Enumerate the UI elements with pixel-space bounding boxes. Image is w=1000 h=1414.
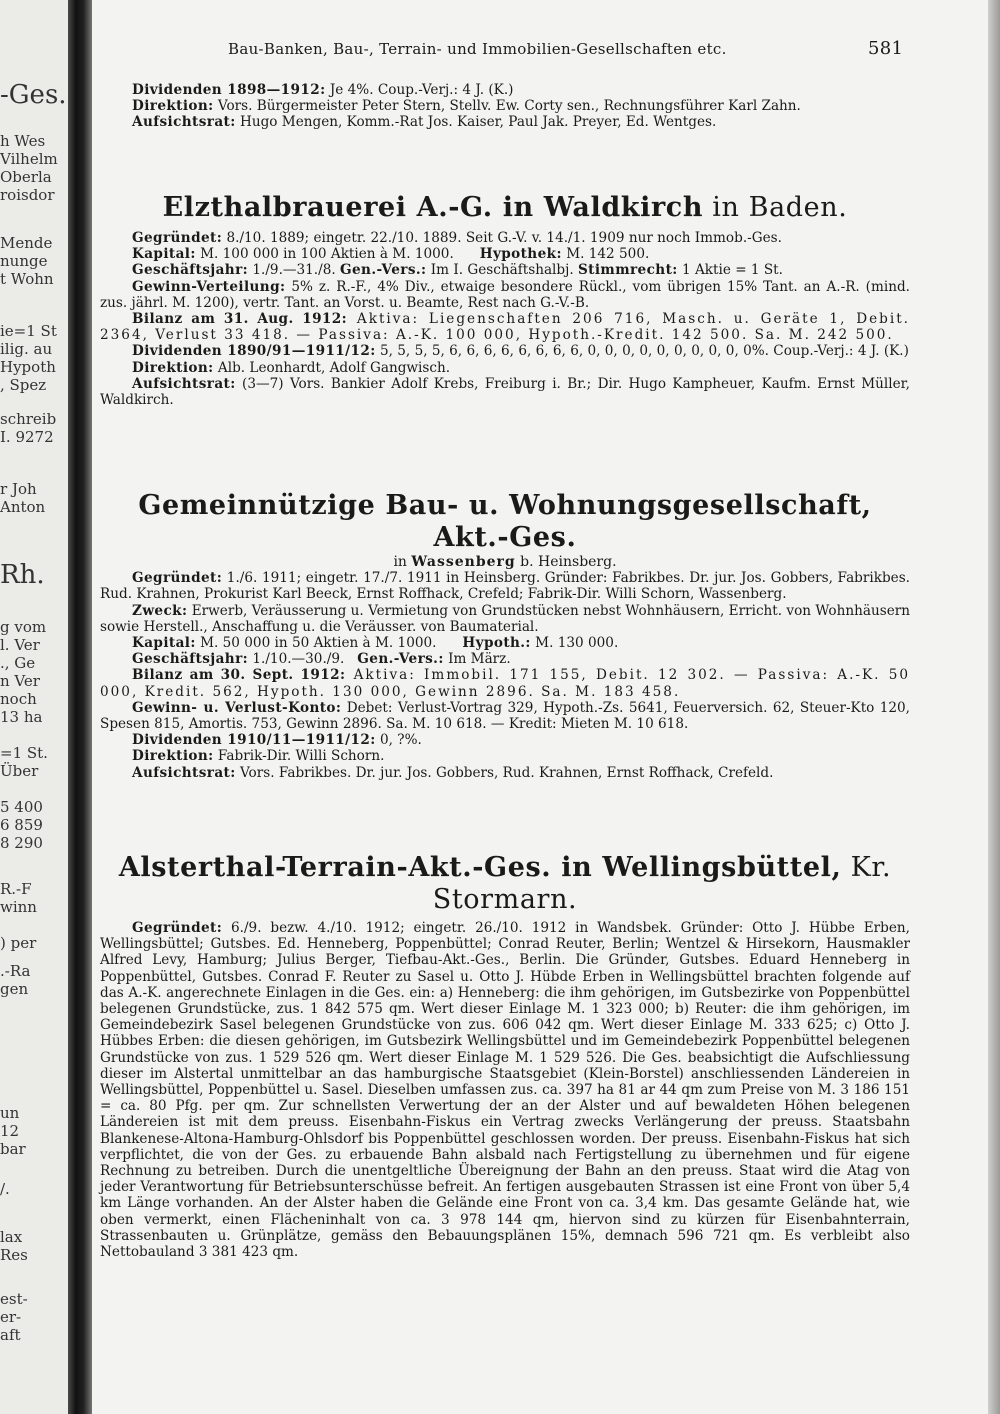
left-page-fragment: ) per (0, 934, 37, 952)
left-page-fragment: Res (0, 1246, 28, 1264)
left-page-fragment: 13 ha (0, 708, 43, 726)
direction-line: Direktion: Vors. Bürgermeister Peter Stern, Stellv. Ew. Corty sen., Rechnungsführer Karl Zahn. (132, 98, 801, 115)
supervisory-board: Aufsichtsrat: (3—7) Vors. Bankier Adolf Krebs, Freiburg i. Br.; Dir. Hugo Kampheuer, Kaufm. Ernst Müller, Waldkirch. (100, 375, 910, 409)
left-page-fragment: bar (0, 1140, 26, 1158)
left-page-fragment: g vom (0, 618, 47, 636)
left-page-fragment: ilig. au (0, 340, 53, 358)
left-page-fragment: roisdor (0, 186, 55, 204)
dividends: Dividenden 1890/91—1911/12: 5, 5, 5, 5, 6, 6, 6, 6, 6, 6, 6, 6, 0, 0, 0, 0, 0, 0, 0, 0, 0, 0%. Coup.-Verj.: 4 J. (K.) (132, 343, 909, 360)
left-page-fragment: 8 290 (0, 834, 43, 852)
left-page-fragment: un (0, 1104, 20, 1122)
left-page-fragment: l. Ver (0, 636, 40, 654)
left-page-fragment: r Joh (0, 480, 37, 498)
entry-title: Gemeinnützige Bau- u. Wohnungsgesellschaft, Akt.-Ges. (138, 490, 872, 553)
left-page-fragment: 5 400 (0, 798, 43, 816)
profit-loss-account: Gewinn- u. Verlust-Konto: Debet: Verlust-Vortrag 329, Hypoth.-Zs. 5641, Feuerversich. 62, Steuer-Kto 120, Spesen 815, Amortis. 753, Gewinn 2896. Sa. M. 10 618. — Kredit: Mieten M. 10 618. (100, 699, 910, 733)
founded-line: Gegründet: 1./6. 1911; eingetr. 17./7. 1911 in Heinsberg. Gründer: Fabrikbes. Dr. jur. Jos. Gobbers, Fabrikbes. Rud. Krahnen, Prokurist Karl Beeck, Ernst Roffhack, Crefeld; Fabrik-Dir. Willi Schorn, Wassenberg. (100, 570, 910, 603)
page (92, 0, 1000, 1414)
left-page-fragment: ., Ge (0, 654, 36, 672)
fiscal-year-line: Geschäftsjahr: 1./9.—31./8. Gen.-Vers.: Im I. Geschäftshalbj. Stimmrecht: 1 Aktie = 1 St. (132, 262, 783, 279)
left-page-fragment: lax (0, 1228, 23, 1246)
left-page-fragment: gen (0, 980, 29, 998)
left-page-fragment: -Ges. (0, 80, 67, 110)
capital-line: Kapital: M. 100 000 in 100 Aktien à M. 1000. Hypothek: M. 142 500. (132, 246, 650, 263)
founded-line: Gegründet: 8./10. 1889; eingetr. 22./10. 1889. Seit G.-V. v. 14./1. 1909 nur noch Immob.-Ges. (132, 230, 782, 246)
entry-alsterthal (100, 852, 910, 1260)
left-page-fragment: er- (0, 1308, 22, 1326)
entry-location: in Wassenberg b. Heinsberg. (393, 554, 617, 570)
left-page-fragment: h Wes (0, 132, 46, 150)
left-page-fragment: noch (0, 690, 37, 708)
running-title: Bau-Banken, Bau-, Terrain- und Immobilien-Gesellschaften etc. (228, 40, 727, 58)
left-page-fragment: Anton (0, 498, 46, 516)
left-page-fragment: Hypoth (0, 358, 56, 376)
entry-title: Alsterthal-Terrain-Akt.-Ges. in Wellingsbüttel, Kr. Stormarn. (118, 852, 892, 915)
entry-wassenberg (100, 490, 910, 781)
left-page-fragment: nunge (0, 252, 48, 270)
capital-line: Kapital: M. 50 000 in 50 Aktien à M. 1000. Hypoth.: M. 130 000. (132, 635, 619, 652)
left-page-fragment: 6 859 (0, 816, 43, 834)
left-page-fragment: t Wohn (0, 270, 54, 288)
entry-elzthalbrauerei (100, 192, 910, 408)
left-page-fragment: Oberla (0, 168, 52, 186)
direction: Direktion: Alb. Leonhardt, Adolf Gangwisch. (132, 359, 451, 376)
left-page-fragment: winn (0, 898, 37, 916)
left-page-fragment: 12 (0, 1122, 20, 1140)
left-page-fragment: I. 9272 (0, 428, 54, 446)
left-page-fragment: Mende (0, 234, 53, 252)
left-page-fragment: , Spez (0, 376, 47, 394)
left-page-fragment: /. (0, 1180, 10, 1198)
page-edge (988, 0, 1000, 1414)
left-page-fragment: Rh. (0, 560, 45, 590)
purpose-line: Zweck: Erwerb, Veräusserung u. Vermietung von Grundstücken nebst Wohnhäusern, Erricht. von Wohnhäusern sowie Herstell., Anschaffung u. die Veräusser. von Baumaterial. (100, 602, 910, 635)
profit-distribution: Gewinn-Verteilung: 5% z. R.-F., 4% Div., etwaige besondere Rückl., vom übrigen 15% Tant. an A.-R. (mind. zus. jährl. M. 1200), vertr. Tant. an Vorst. u. Beamte, Rest nach G.-V.-B. (100, 278, 910, 311)
left-page-fragment: n Ver (0, 672, 40, 690)
left-page-fragment: ie=1 St (0, 322, 57, 340)
entry-continuation (100, 82, 910, 131)
founded-paragraph: Gegründet: 6./9. bezw. 4./10. 1912; eingetr. 26./10. 1912 in Wandsbek. Gründer: Otto J. Hübbe Erben, Wellingsbüttel; Gutsbes. Ed. Henneberg, Poppenbüttel; Conrad Reuter, Berlin; Wentzel & Hirsekorn, Hausmakler Alfred Levy, Hamburg; Julius Berger, Tiefbau-Akt.-Ges., Berlin. Die Gründer, Gutsbes. Eduard Henneberg in Poppenbüttel, Gutsbes. Conrad F. Reuter zu Sasel u. Otto J. Hübde Erben in Wellingsbüttel brachten folgende auf das A.-K. angerechnete Einlagen in die Ges. ein: a) Henneberg: die ihm gehörigen, im Gutsbezirke von Poppenbüttel belegenen Grundstücke, zus. 1 842 575 qm. Wert dieser Einlage M. 1 323 000; b) Reuter: die ihm gehörigen, im Gemeindebezirk Sasel belegenen Grundstücke von zus. 606 042 qm. Wert dieser Einlage M. 333 625; c) Otto J. Hübbes Erben: die diesen gehörigen, im Gutsbezirk Wellingsbüttel und im Gemeindebezirk Poppenbüttel belegenen Grundstücke von zus. 1 529 526 qm. Wert dieser Einlage M. 1 529 526. Die Ges. beabsichtigt die Aufschliessung dieser im Alstertal unmittelbar an das hamburgische Staatsgebiet (Klein-Borstel) anschliessenden Ländereien in Wellingsbüttel, Poppenbüttel u. Sasel. Dieselben umfassen zus. ca. 397 ha 81 ar 44 qm zum Preise von M. 3 186 151 = ca. 80 Pfg. per qm. Zur schnellsten Verwertung der an der Alster und auf bewaldeten Höhen belegenen Ländereien ist mit dem preuss. Eisenbahn-Fiskus ein Vertrag zwecks Verlängerung der preuss. Staatsbahn Blankenese-Altona-Hamburg-Ohlsdorf bis Poppenbüttel geschlossen worden. Der preuss. Eisenbahn-Fiskus hat sich verpflichtet, die von der Ges. zu erbauende Bahn alsbald nach Fertigstellung zu übernehmen und für eigene Rechnung zu betreiben. Durch die unentgeltliche Übereignung der Bahn an den preuss. Staat wird die Atag von jeder Verantwortung für Betriebsunterschüsse befreit. An fertigen ausgebauten Strassen ist eine Front von über 5,4 km Länge vorhanden. An der Alster haben die Gelände eine Front von ca. 3,4 km. Das gesamte Gelände hat, wie oben vermerkt, einen Flächeninhalt von ca. 3 978 144 qm, hiervon sind zu kürzen für Eisenbahnterrain, Strassenbauten u. Grünplätze, gemäss den Bebauungsplänen 15%, demnach 596 721 qm. Es verbleibt also Nettobauland 3 381 423 qm. (100, 920, 910, 1261)
supervisory-board: Aufsichtsrat: Vors. Fabrikbes. Dr. jur. Jos. Gobbers, Rud. Krahnen, Ernst Roffhack, Crefeld. (132, 764, 774, 781)
left-page-fragment: aft (0, 1326, 21, 1344)
left-page-fragment: =1 St. (0, 744, 48, 762)
balance-sheet: Bilanz am 30. Sept. 1912: Aktiva: Immobil. 171 155, Debit. 12 302. — Passiva: A.-K. 50 000, Kredit. 562, Hypoth. 130 000, Gewinn 2896. Sa. M. 183 458. (100, 667, 910, 700)
book-gutter (68, 0, 94, 1414)
entry-title: Elzthalbrauerei A.-G. in Waldkirch in Baden. (162, 192, 848, 223)
left-page-margin (0, 0, 78, 1414)
fiscal-year-line: Geschäftsjahr: 1./10.—30./9. Gen.-Vers.: Im März. (132, 651, 511, 668)
direction: Direktion: Fabrik-Dir. Willi Schorn. (132, 748, 385, 765)
left-page-fragment: schreib (0, 410, 57, 428)
left-page-fragment: est- (0, 1290, 28, 1308)
dividend-line: Dividenden 1898—1912: Je 4%. Coup.-Verj.: 4 J. (K.) (132, 82, 514, 98)
left-page-fragment: Vilhelm (0, 150, 58, 168)
left-page-fragment: .-Ra (0, 962, 31, 980)
left-page-fragment: Über (0, 762, 39, 780)
dividends: Dividenden 1910/11—1911/12: 0, ?%. (132, 732, 422, 749)
balance-sheet: Bilanz am 31. Aug. 1912: Aktiva: Liegenschaften 206 716, Masch. u. Geräte 1, Debit. 2364, Verlust 33 418. — Passiva: A.-K. 100 000, Hypoth.-Kredit. 142 500. Sa. M. 242 500. (100, 311, 910, 344)
left-page-fragment: R.-F (0, 880, 32, 898)
page-number: 581 (868, 38, 904, 59)
supervisory-line: Aufsichtsrat: Hugo Mengen, Komm.-Rat Jos. Kaiser, Paul Jak. Preyer, Ed. Wentges. (132, 114, 717, 131)
